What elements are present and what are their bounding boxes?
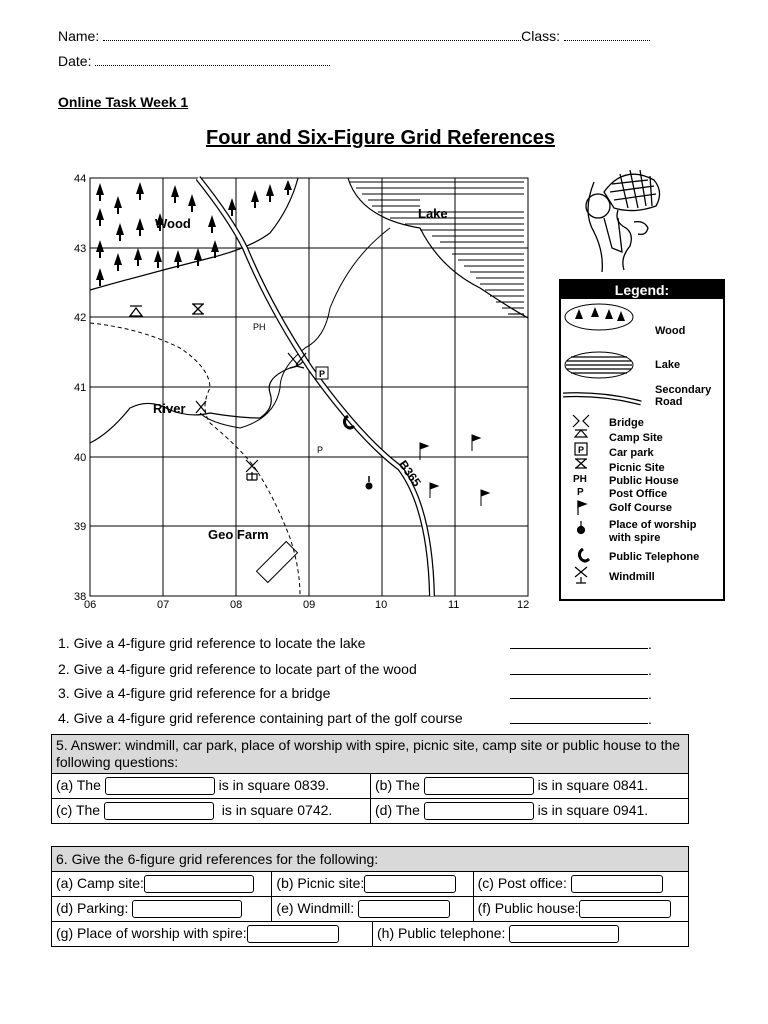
q6-h: (h) Public telephone:: [373, 922, 689, 947]
camp-legend-icon: [575, 430, 587, 437]
answer-3[interactable]: .: [510, 685, 652, 702]
legend-road-1: Secondary: [655, 384, 712, 396]
lake-label: Lake: [418, 206, 448, 221]
y-tick: 38: [74, 591, 87, 603]
q6-h-input[interactable]: [509, 925, 619, 943]
telephone-legend-icon: [579, 549, 589, 561]
river: [90, 353, 303, 443]
legend-item: Windmill: [609, 571, 655, 583]
x-tick: 09: [303, 599, 316, 611]
q6-heading: 6. Give the 6-figure grid references for the following:: [52, 847, 689, 872]
answer-1[interactable]: .: [510, 635, 652, 652]
q6-b: (b) Picnic site:: [272, 872, 473, 897]
grid-map: [60, 168, 540, 613]
legend-item: Car park: [609, 447, 654, 459]
camp-site-icon: [130, 306, 142, 316]
legend-wood: Wood: [655, 325, 686, 337]
answer-4[interactable]: .: [510, 710, 652, 727]
question-3: 3. Give a 4-figure grid reference for a bridge: [58, 685, 331, 701]
legend-item: Place of worship: [609, 519, 697, 531]
legend-item: Public Telephone: [609, 551, 700, 563]
x-tick: 07: [157, 599, 170, 611]
legend-title: Legend:: [561, 281, 723, 299]
wood-trees: [96, 180, 292, 286]
q5-c: (c) The is in square 0742.: [52, 799, 371, 824]
q6-f-input[interactable]: [579, 900, 671, 918]
svg-text:P: P: [578, 445, 585, 455]
task-label: Online Task Week 1: [58, 94, 189, 110]
question-4: 4. Give a 4-figure grid reference containing part of the golf course: [58, 710, 463, 726]
y-tick: 40: [74, 452, 87, 464]
x-tick: 10: [375, 599, 388, 611]
class-field[interactable]: [564, 28, 650, 41]
question-2: 2. Give a 4-figure grid reference to locate part of the wood: [58, 661, 417, 677]
q5-a-input[interactable]: [105, 777, 215, 795]
q6-a: (a) Camp site:: [52, 872, 272, 897]
legend-item: Golf Course: [609, 502, 672, 514]
svg-text:P: P: [577, 487, 584, 498]
question-5-box: [51, 734, 689, 824]
legend-item: Picnic Site: [609, 462, 665, 474]
name-label: Name:: [58, 28, 100, 44]
bridge-icon: [196, 401, 206, 413]
public-house-label: PH: [253, 322, 266, 332]
q5-b-input[interactable]: [424, 777, 534, 795]
legend-item: with spire: [609, 532, 661, 544]
farm-building: [256, 541, 297, 582]
detective-illustration: [574, 162, 674, 280]
page-title: Four and Six-Figure Grid References: [206, 127, 555, 149]
y-tick: 42: [74, 312, 87, 324]
legend-item: Post Office: [609, 488, 668, 500]
q6-f: (f) Public house:: [473, 897, 688, 922]
q6-g-input[interactable]: [247, 925, 339, 943]
svg-text:PH: PH: [573, 474, 587, 485]
x-tick: 06: [84, 599, 97, 611]
windmill-icon: [246, 460, 258, 480]
y-tick: 39: [74, 521, 87, 533]
q6-d-input[interactable]: [132, 900, 242, 918]
q6-c-input[interactable]: [571, 875, 663, 893]
legend-item: Public House: [609, 475, 679, 487]
q6-a-input[interactable]: [144, 875, 254, 893]
worship-legend-icon: [578, 527, 585, 534]
q6-e: (e) Windmill:: [272, 897, 473, 922]
river-label: River: [153, 401, 186, 416]
q6-c: (c) Post office:: [473, 872, 688, 897]
map-legend: [559, 279, 725, 601]
x-tick: 12: [517, 599, 530, 611]
q5-c-input[interactable]: [104, 802, 214, 820]
wood-label: Wood: [155, 216, 191, 231]
q6-g: (g) Place of worship with spire:: [52, 922, 373, 947]
q6-d: (d) Parking:: [52, 897, 272, 922]
q5-d-input[interactable]: [424, 802, 534, 820]
road-label: B365: [395, 457, 424, 490]
q5-b: (b) The is in square 0841.: [371, 774, 689, 799]
worship-icon: [366, 483, 373, 490]
geo-farm-label: Geo Farm: [208, 527, 269, 542]
y-tick: 44: [74, 173, 87, 185]
x-tick: 11: [448, 599, 460, 611]
answer-2[interactable]: .: [510, 661, 652, 678]
question-6-box: [51, 846, 689, 947]
legend-item: Camp Site: [609, 432, 663, 444]
legend-lake: Lake: [655, 359, 681, 371]
q5-d: (d) The is in square 0941.: [371, 799, 689, 824]
q6-e-input[interactable]: [358, 900, 450, 918]
question-1: 1. Give a 4-figure grid reference to locate the lake: [58, 635, 366, 651]
q6-b-input[interactable]: [364, 875, 456, 893]
grid-lines: [90, 178, 528, 596]
bridge-legend-icon: [573, 415, 589, 427]
class-label: Class:: [521, 28, 561, 44]
legend-item: Bridge: [609, 417, 644, 429]
svg-text:P: P: [319, 369, 326, 379]
picnic-legend-icon: [575, 459, 587, 468]
name-field[interactable]: [103, 28, 521, 41]
windmill-legend-icon: [575, 567, 587, 583]
y-tick: 43: [74, 243, 87, 255]
legend-road-2: Road: [655, 396, 683, 408]
post-office-label: P: [317, 445, 324, 455]
date-field[interactable]: [95, 53, 330, 66]
x-tick: 08: [230, 599, 243, 611]
name-row: [58, 28, 650, 44]
q5-heading: 5. Answer: windmill, car park, place of worship with spire, picnic site, camp site or public house to the following questions:: [52, 735, 689, 774]
date-row: [58, 53, 330, 69]
y-tick: 41: [74, 382, 87, 394]
q5-a: (a) The is in square 0839.: [52, 774, 371, 799]
date-label: Date:: [58, 53, 92, 69]
picnic-site-icon: [192, 304, 204, 314]
